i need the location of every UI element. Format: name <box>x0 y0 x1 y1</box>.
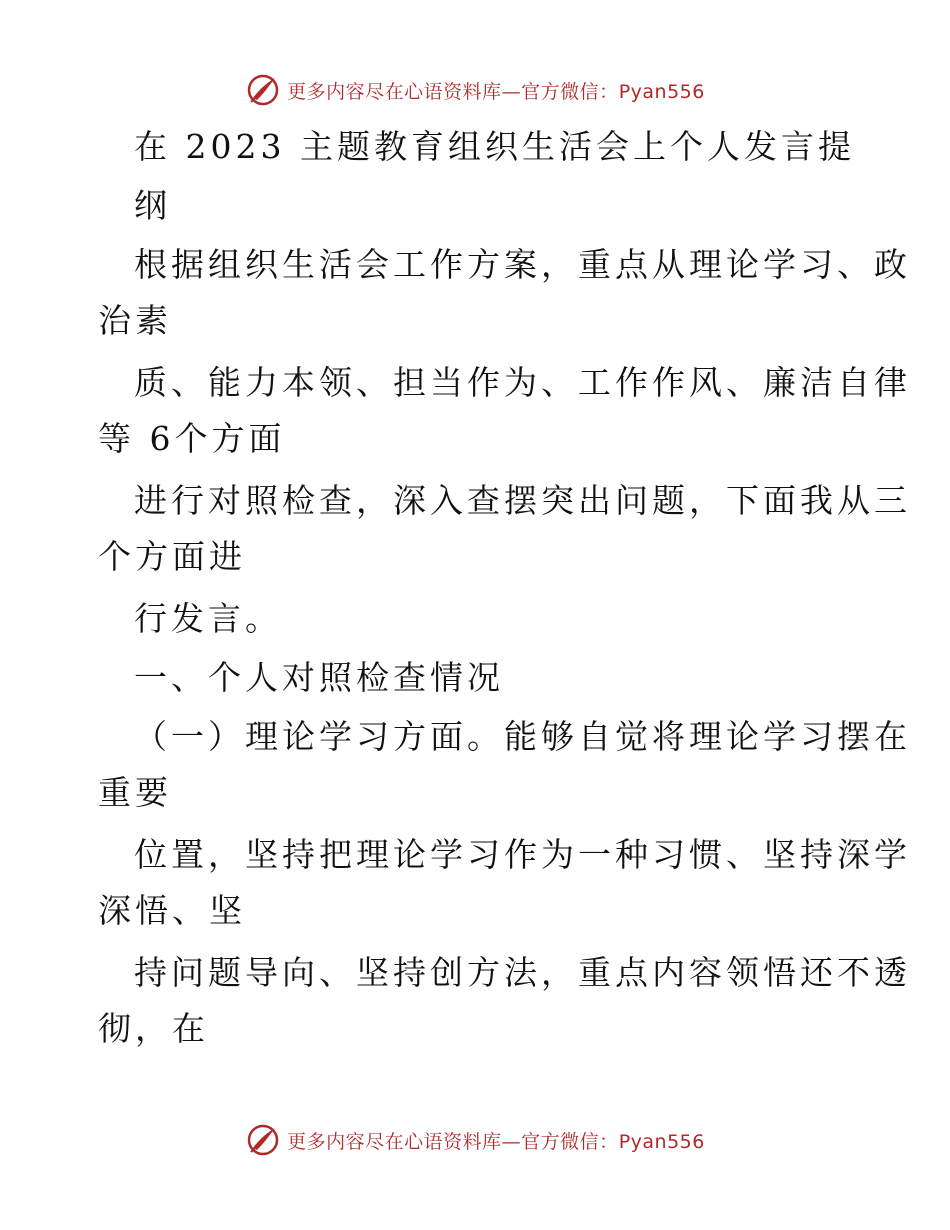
paragraph-line: 质、能力本领、担当作为、工作作风、廉洁自律 <box>134 363 911 402</box>
paragraph-line: 治素 <box>98 301 172 340</box>
quill-seal-icon <box>245 1122 281 1158</box>
watermark-text: 更多内容尽在心语资料库—官方微信：Pyan556 <box>287 80 705 103</box>
paragraph-line: 位置，坚持把理论学习作为一种习惯、坚持深学 <box>134 835 911 874</box>
header-watermark <box>0 70 950 110</box>
footer-watermark <box>0 1120 950 1160</box>
paragraph-line: 重要 <box>98 773 172 812</box>
paragraph-line: 持问题导向、坚持创方法，重点内容领悟还不透 <box>134 953 911 992</box>
doc-title-line-1: 在 2023 主题教育组织生活会上个人发言提 <box>134 127 855 166</box>
paragraph-line: 彻，在 <box>98 1009 209 1048</box>
paragraph-line: 深悟、坚 <box>98 891 246 930</box>
paragraph-line: （一）理论学习方面。能够自觉将理论学习摆在 <box>134 717 911 756</box>
quill-seal-icon <box>245 72 281 108</box>
doc-title-line-2: 纲 <box>134 186 171 225</box>
paragraph-line: 进行对照检查，深入查摆突出问题，下面我从三 <box>134 481 911 520</box>
paragraph-line: 行发言。 <box>134 599 282 638</box>
paragraph-line: 等 6个方面 <box>98 419 286 458</box>
watermark-text: 更多内容尽在心语资料库—官方微信：Pyan556 <box>287 1130 705 1153</box>
section-heading: 一、个人对照检查情况 <box>134 658 504 697</box>
paragraph-line: 根据组织生活会工作方案，重点从理论学习、政 <box>134 245 911 284</box>
paragraph-line: 个方面进 <box>98 537 246 576</box>
